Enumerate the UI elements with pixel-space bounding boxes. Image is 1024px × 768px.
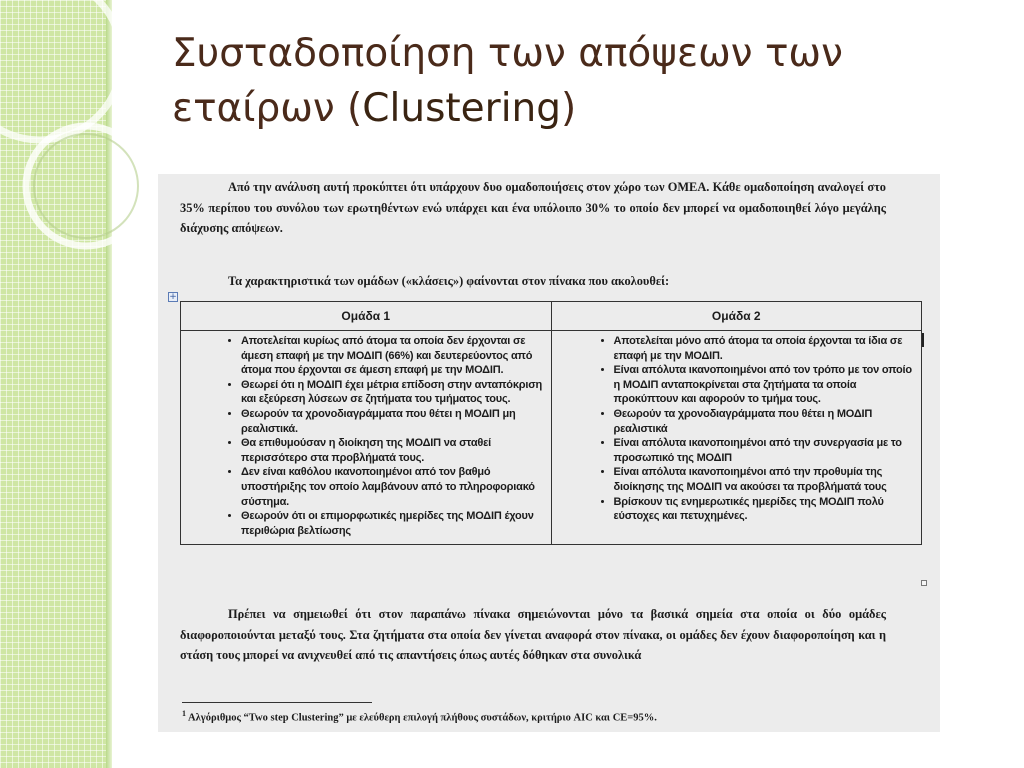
move-handle-icon: + <box>169 292 177 302</box>
group-1-list <box>185 334 547 538</box>
list-item: • Θεωρούν τα χρονοδιαγράμματα που θέτει η ΜΟΔΙΠ ρεαλιστικά <box>614 407 918 436</box>
slide-title <box>172 26 1002 137</box>
document-excerpt <box>158 174 940 732</box>
list-item: • Θεωρούν ότι οι επιμορφωτικές ημερίδες της ΜΟΔΙΠ έχουν περιθώρια βελτίωσης <box>241 509 547 538</box>
footnote-divider <box>182 702 372 703</box>
list-item: • Θεωρεί ότι η ΜΟΔΙΠ έχει μέτρια επίδοση στην ανταπόκριση και εξεύρεση λύσεων σε ζητήματα του τμήματος τους. <box>241 378 547 407</box>
closing-paragraph: Πρέπει να σημειωθεί ότι στον παραπάνω πίνακα σημειώνονται μόνο τα βασικά σημεία στα οποία οι δύο ομάδες διαφοροποιούνται μεταξύ τους. Στα ζητήματα στα οποία δεν γίνεται αναφορά στον πίνακα, οι ομάδες δεν έχουν διαφοροποίηση και η στάση τους μπορεί να ανιχνευθεί από τις απαντήσεις όπως αυτές δόθηκαν στα συνολικά <box>180 607 886 662</box>
footnote <box>182 709 902 724</box>
list-item: • Θεωρούν τα χρονοδιαγράμματα που θέτει η ΜΟΔΙΠ μη ρεαλιστικά. <box>241 407 547 436</box>
resize-handle-icon <box>921 580 927 586</box>
text-cursor <box>922 333 924 347</box>
list-item: • Δεν είναι καθόλου ικανοποιημένοι από τον βαθμό υποστήριξης τον οποίο λαμβάνουν από το πληροφοριακό σύστημα. <box>241 465 547 509</box>
title-english: Clustering <box>362 86 562 132</box>
list-item: • Είναι απόλυτα ικανοποιημένοι από την συνεργασία με το προσωπικό της ΜΟΔΙΠ <box>614 436 918 465</box>
list-item: • Βρίσκουν τις ενημερωτικές ημερίδες της ΜΟΔΙΠ πολύ εύστοχες και πετυχημένες. <box>614 495 918 524</box>
list-item: • Αποτελείται μόνο από άτομα τα οποία έρχονται τα ίδια σε επαφή με την ΜΟΔΙΠ. <box>614 334 918 363</box>
list-item: • Είναι απόλυτα ικανοποιημένοι από την προθυμία της διοίκησης της ΜΟΔΙΠ να ακούσει τα προβλήματά τους <box>614 465 918 494</box>
group-2-cell <box>551 331 922 545</box>
title-close: ) <box>561 86 577 132</box>
title-greek: Συσταδοποίηση των απόψεων των εταίρων ( <box>172 31 843 132</box>
table-intro-paragraph: Τα χαρακτηριστικά των ομάδων («κλάσεις») φαίνονται στον πίνακα που ακολουθεί: <box>228 274 670 288</box>
list-item: • Θα επιθυμούσαν η διοίκηση της ΜΟΔΙΠ να σταθεί περισσότερο στα προβλήματά τους. <box>241 436 547 465</box>
list-item: • Είναι απόλυτα ικανοποιημένοι από τον τρόπο με τον οποίο η ΜΟΔΙΠ ανταποκρίνεται στα ζητήματα τα οποία προκύπτουν και αφορούν το τμήμα τους. <box>614 363 918 407</box>
group-1-cell <box>181 331 552 545</box>
decorative-circles <box>0 0 160 320</box>
group-2-list <box>556 334 918 524</box>
header-group-2: Ομάδα 2 <box>551 302 922 331</box>
list-item: • Αποτελείται κυρίως από άτομα τα οποία δεν έρχονται σε άμεση επαφή με την ΜΟΔΙΠ (66%) και δευτερεύοντος από άτομα που έρχονται σε άμεση επαφή με την ΜΟΔΙΠ. <box>241 334 547 378</box>
intro-paragraph: Από την ανάλυση αυτή προκύπτει ότι υπάρχουν δυο ομαδοποιήσεις στον χώρο των ΟΜΕΑ. Κάθε ομαδοποίηση αναλογεί στο 35% περίπου του συνόλου των ερωτηθέντων ενώ υπάρχει και ένα υπόλοιπο 30% το οποίο δεν μπορεί να ομαδοποιηθεί λόγο μεγάλης διάχυσης απόψεων. <box>180 180 886 235</box>
clusters-table <box>180 301 922 545</box>
footnote-text: Αλγόριθμος “Two step Clustering” με ελεύθερη επιλογή πλήθους συστάδων, κριτήριο AIC και CE=95%. <box>186 712 657 724</box>
footnote-number: 1 <box>182 709 186 718</box>
header-group-1: Ομάδα 1 <box>181 302 552 331</box>
